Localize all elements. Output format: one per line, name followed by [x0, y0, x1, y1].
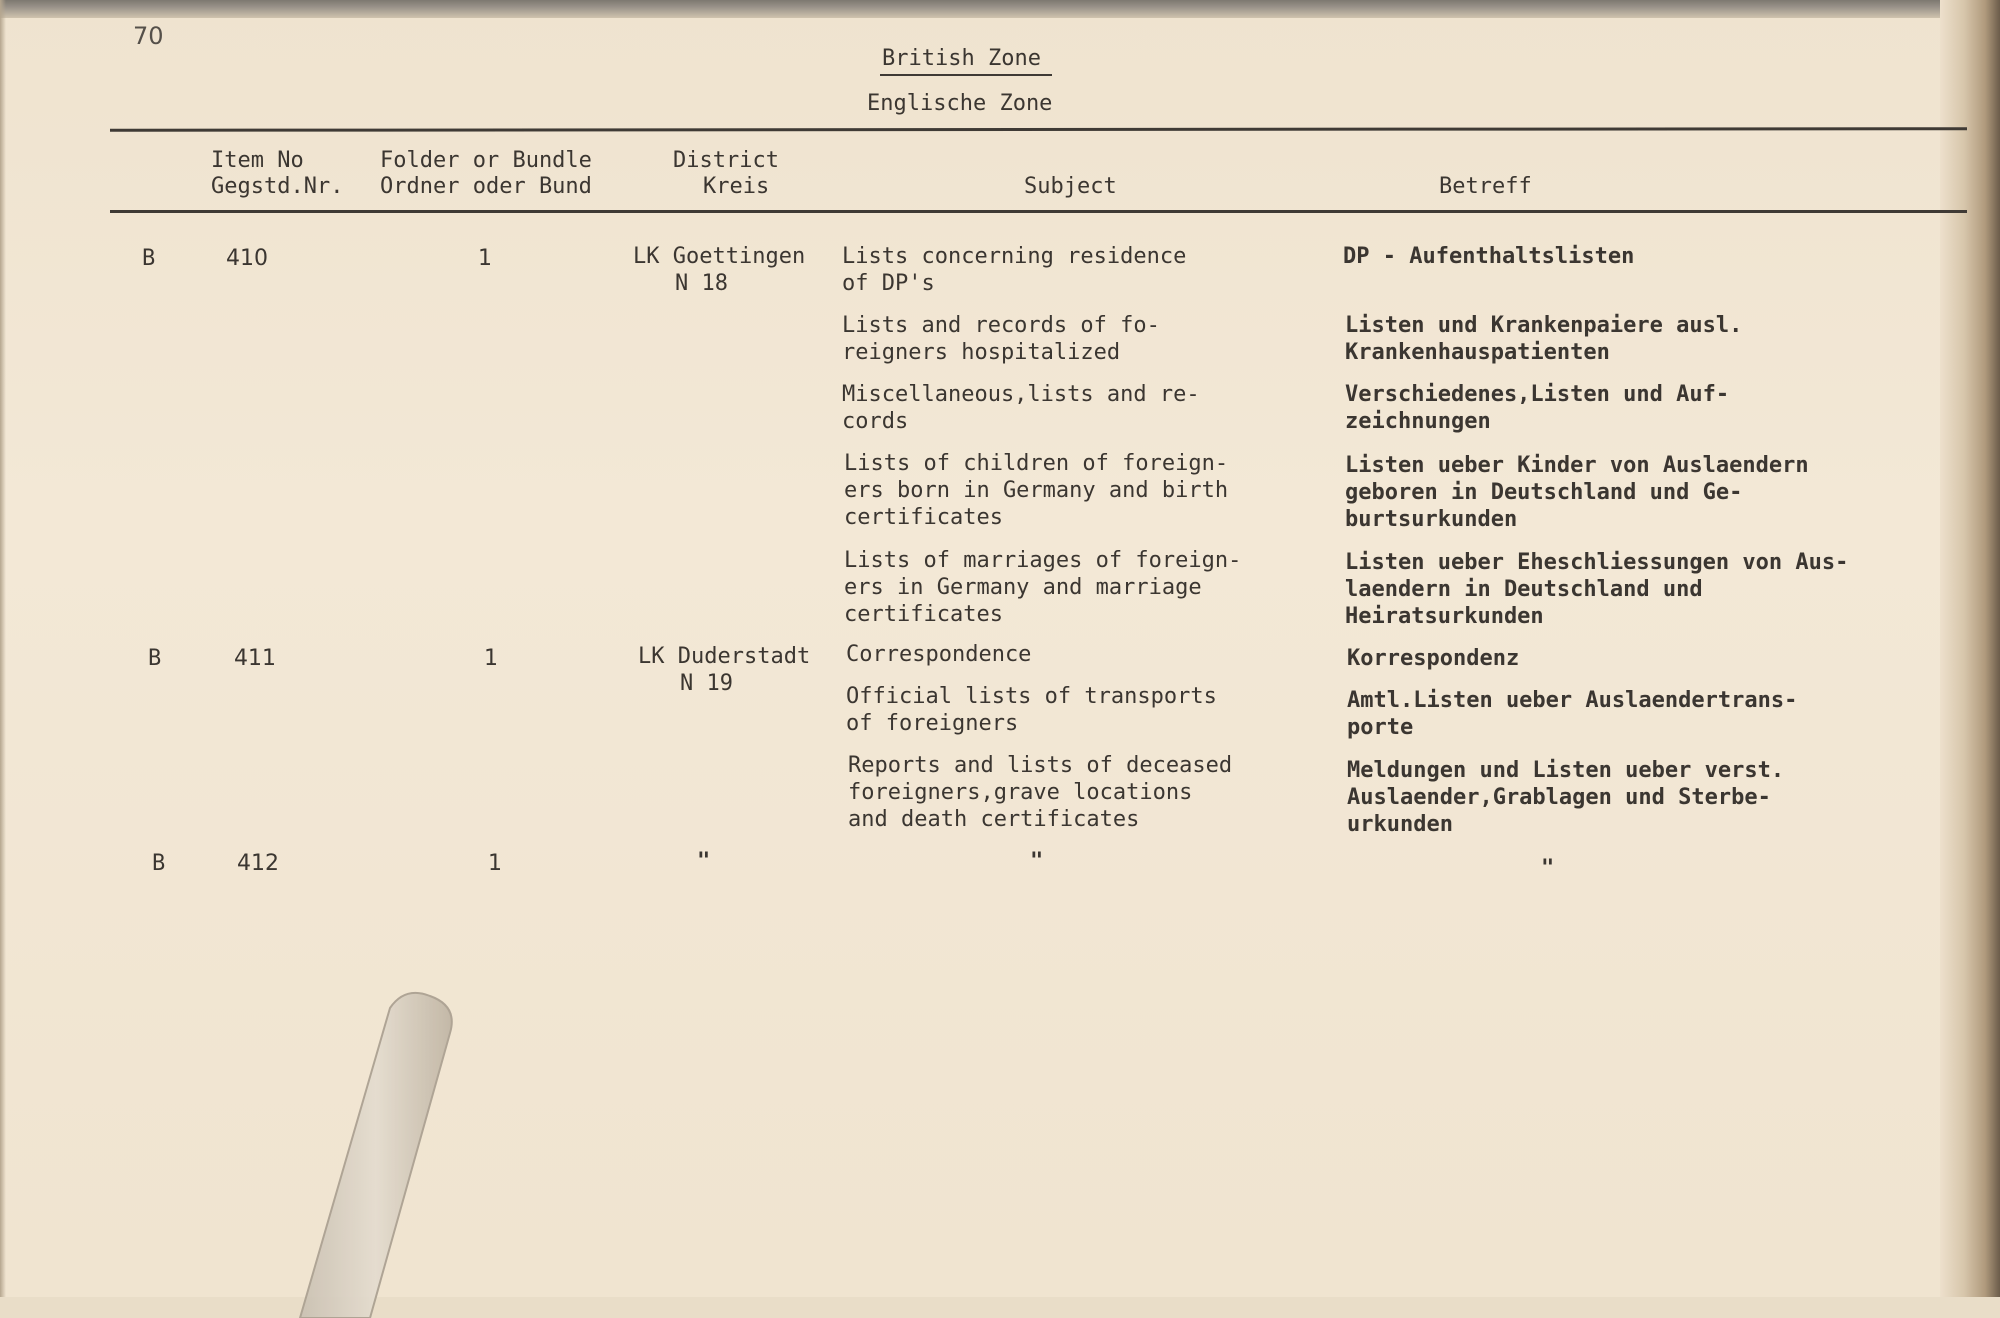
subject-line: Lists of children of foreign-: [844, 451, 1229, 476]
betreff-line: zeichnungen: [1345, 409, 1491, 434]
subject-line: ers in Germany and marriage: [844, 575, 1202, 600]
subject-line: Correspondence: [846, 642, 1032, 667]
header-item-en: Item No: [211, 148, 304, 173]
page-top-edge: [0, 0, 2000, 18]
page-left-shadow: [0, 0, 6, 1297]
subject-line: foreigners,grave locations: [848, 780, 1193, 805]
page-number: 70: [133, 22, 164, 50]
header-district-de: Kreis: [703, 174, 770, 199]
betreff-line: Listen ueber Eheschliessungen von Aus-: [1345, 550, 1849, 575]
header-bottom-rule: [110, 210, 1967, 213]
subject-line: Lists concerning residence: [842, 244, 1187, 269]
betreff-line: Krankenhauspatienten: [1345, 340, 1610, 365]
subject-line: reigners hospitalized: [842, 340, 1121, 365]
row-district: LK Goettingen: [633, 244, 806, 269]
betreff-line: Heiratsurkunden: [1345, 604, 1544, 629]
subject-line: ers born in Germany and birth: [844, 478, 1229, 503]
subject-line: of foreigners: [846, 711, 1019, 736]
finger-holding-page: [290, 988, 460, 1318]
book-spine-edge: [1940, 0, 2000, 1297]
header-folder-de: Ordner oder Bund: [380, 174, 592, 199]
subject-line: Official lists of transports: [846, 684, 1217, 709]
row-district: LK Duderstadt: [638, 644, 811, 669]
betreff-line: Listen und Krankenpaiere ausl.: [1345, 313, 1743, 338]
betreff-line: burtsurkunden: [1345, 507, 1518, 532]
row-letter: B: [148, 646, 162, 671]
betreff-line: Meldungen und Listen ueber verst.: [1347, 758, 1785, 783]
betreff-ditto-mark: ": [1541, 856, 1555, 881]
row-letter: B: [142, 246, 156, 271]
subject-line: cords: [842, 409, 909, 434]
row-district-code: N 18: [675, 271, 728, 296]
page-title: British Zone: [882, 46, 1041, 71]
row-letter: B: [152, 851, 166, 876]
betreff-line: urkunden: [1347, 812, 1453, 837]
subject-line: Lists of marriages of foreign-: [844, 548, 1242, 573]
betreff-line: DP - Aufenthaltslisten: [1343, 244, 1635, 269]
betreff-line: Auslaender,Grablagen und Sterbe-: [1347, 785, 1771, 810]
subject-line: Miscellaneous,lists and re-: [842, 382, 1200, 407]
subject-line: Lists and records of fo-: [842, 313, 1160, 338]
row-folder-count: 1: [488, 851, 502, 876]
betreff-line: porte: [1347, 715, 1414, 740]
betreff-line: Korrespondenz: [1347, 646, 1520, 671]
subject-line: certificates: [844, 602, 1003, 627]
betreff-line: Listen ueber Kinder von Auslaendern: [1345, 453, 1809, 478]
row-item-number: 412: [237, 851, 279, 876]
subject-line: Reports and lists of deceased: [848, 753, 1233, 778]
row-item-number: 411: [234, 646, 276, 671]
subject-ditto-mark: ": [1030, 849, 1044, 874]
betreff-line: Verschiedenes,Listen und Auf-: [1345, 382, 1730, 407]
header-betreff: Betreff: [1439, 174, 1532, 199]
header-district-en: District: [673, 148, 779, 173]
subject-line: certificates: [844, 505, 1003, 530]
subject-line: of DP's: [842, 271, 935, 296]
row-district-code: N 19: [680, 671, 733, 696]
header-folder-en: Folder or Bundle: [380, 148, 592, 173]
header-item-de: Gegstd.Nr.: [211, 174, 344, 199]
betreff-line: geboren in Deutschland und Ge-: [1345, 480, 1743, 505]
row-folder-count: 1: [484, 646, 498, 671]
header-subject: Subject: [1024, 174, 1117, 199]
row-folder-count: 1: [478, 246, 492, 271]
title-underline: [880, 74, 1052, 76]
betreff-line: laendern in Deutschland und: [1345, 577, 1703, 602]
header-top-rule: [110, 127, 1967, 132]
row-item-number: 410: [226, 246, 268, 271]
page-subtitle: Englische Zone: [867, 91, 1053, 116]
subject-line: and death certificates: [848, 807, 1140, 832]
betreff-line: Amtl.Listen ueber Auslaendertrans-: [1347, 688, 1798, 713]
district-ditto-mark: ": [697, 849, 711, 874]
